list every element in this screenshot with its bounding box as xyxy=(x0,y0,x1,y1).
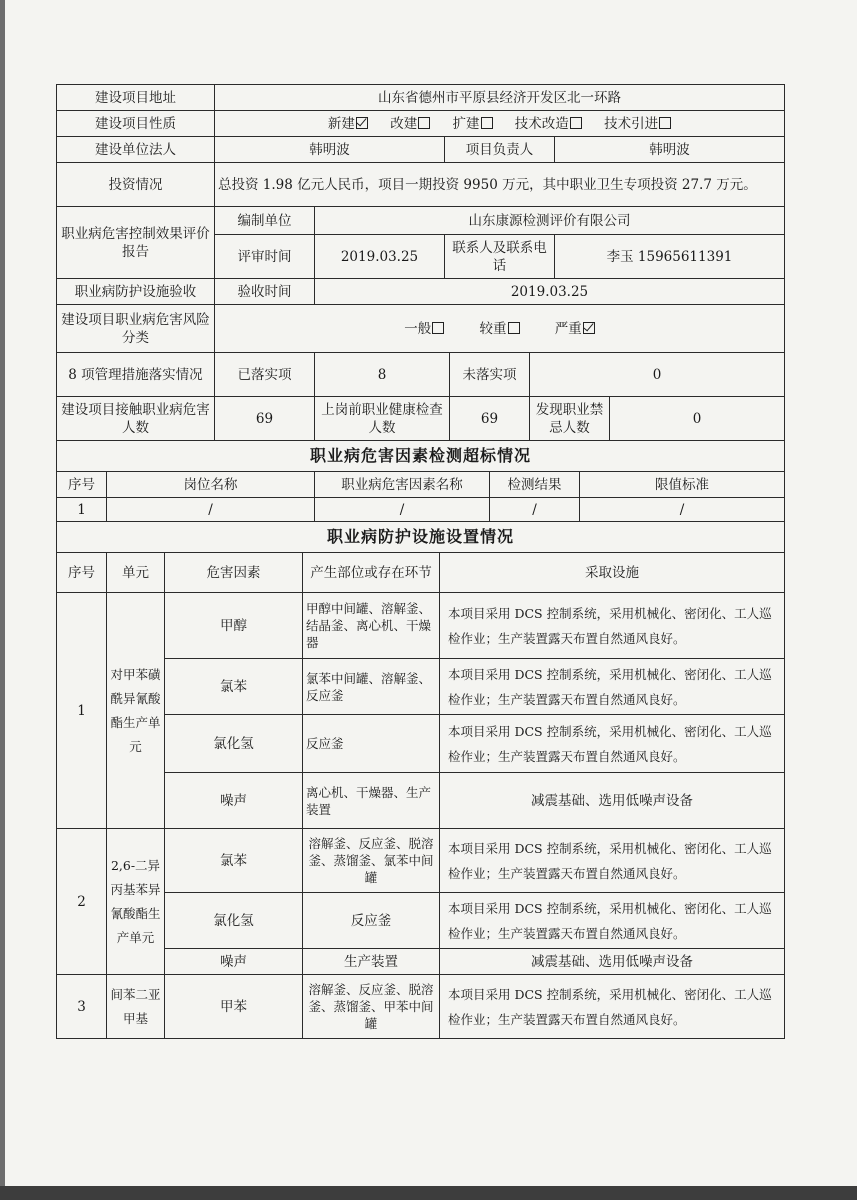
exceed-header-limit: 限值标准 xyxy=(580,472,785,498)
facility-row xyxy=(57,829,785,893)
facility-measure: 本项目采用 DCS 控制系统，采用机械化、密闭化、工人巡检作业；生产装置露天布置自然通风良好。 xyxy=(440,715,785,773)
risk-options xyxy=(215,305,785,353)
group-unit: 对甲苯磺酰异氰酸酯生产单元 xyxy=(107,593,165,829)
hazard-factor: 甲苯 xyxy=(165,975,303,1039)
exceed-cell-limit: / xyxy=(580,498,785,522)
nature-options xyxy=(215,111,785,137)
facility-row xyxy=(57,593,785,659)
exceed-cell-factor: / xyxy=(315,498,490,522)
contraindication-label: 发现职业禁忌人数 xyxy=(530,397,610,441)
exposed-value: 69 xyxy=(215,397,315,441)
facility-measure: 减震基础、选用低噪声设备 xyxy=(440,949,785,975)
headcount-table xyxy=(56,396,785,441)
exceed-header-post: 岗位名称 xyxy=(107,472,315,498)
prep-unit-label: 编制单位 xyxy=(215,207,315,235)
exceed-cell-post: / xyxy=(107,498,315,522)
exceed-data-row xyxy=(57,498,785,522)
review-time-value: 2019.03.25 xyxy=(315,235,445,279)
hazard-location: 离心机、干燥器、生产装置 xyxy=(303,773,440,829)
risk-row xyxy=(57,305,785,353)
facility-measure: 本项目采用 DCS 控制系统，采用机械化、密闭化、工人巡检作业；生产装置露天布置自然通风良好。 xyxy=(440,975,785,1039)
legal-rep-label: 建设单位法人 xyxy=(57,137,215,163)
facilities-title: 职业病防护设施设置情况 xyxy=(57,522,785,553)
facilities-title-row xyxy=(57,522,785,553)
nature-option-rebuild: 改建 xyxy=(390,116,430,132)
eval-report-label: 职业病危害控制效果评价报告 xyxy=(57,207,215,279)
empty-box-icon xyxy=(508,322,520,334)
facility-measure: 本项目采用 DCS 控制系统，采用机械化、密闭化、工人巡检作业；生产装置露天布置自然通风良好。 xyxy=(440,893,785,949)
empty-box-icon xyxy=(570,117,582,129)
exceed-header-result: 检测结果 xyxy=(490,472,580,498)
scan-edge-left xyxy=(0,0,5,1200)
checked-box-icon xyxy=(356,117,368,129)
facilities-header-no: 序号 xyxy=(57,553,107,593)
implemented-label: 已落实项 xyxy=(215,353,315,397)
contact-label: 联系人及联系电话 xyxy=(445,235,555,279)
exceed-title: 职业病危害因素检测超标情况 xyxy=(57,441,785,472)
facilities-header-unit: 单元 xyxy=(107,553,165,593)
hazard-factor: 噪声 xyxy=(165,949,303,975)
legal-rep-row xyxy=(57,137,785,163)
investment-row xyxy=(57,163,785,207)
exceed-cell-result: / xyxy=(490,498,580,522)
acceptance-time-label: 验收时间 xyxy=(215,279,315,305)
project-info-table xyxy=(56,84,785,353)
address-label: 建设项目地址 xyxy=(57,85,215,111)
facility-measure: 本项目采用 DCS 控制系统，采用机械化、密闭化、工人巡检作业；生产装置露天布置自然通风良好。 xyxy=(440,659,785,715)
exposed-label: 建设项目接触职业病危害人数 xyxy=(57,397,215,441)
legal-rep-value: 韩明波 xyxy=(215,137,445,163)
group-unit: 间苯二亚甲基 xyxy=(107,975,165,1039)
prep-unit-row xyxy=(57,207,785,235)
acceptance-row xyxy=(57,279,785,305)
facility-measure: 减震基础、选用低噪声设备 xyxy=(440,773,785,829)
nature-row xyxy=(57,111,785,137)
facility-row xyxy=(57,975,785,1039)
measures-label: 8 项管理措施落实情况 xyxy=(57,353,215,397)
group-no: 2 xyxy=(57,829,107,975)
hazard-location: 反应釜 xyxy=(303,893,440,949)
unimplemented-label: 未落实项 xyxy=(450,353,530,397)
pre-job-label: 上岗前职业健康检查人数 xyxy=(315,397,450,441)
exceed-cell-no: 1 xyxy=(57,498,107,522)
address-row xyxy=(57,85,785,111)
nature-option-import: 技术引进 xyxy=(604,116,671,132)
empty-box-icon xyxy=(418,117,430,129)
checked-box-icon xyxy=(583,322,595,334)
hazard-factor: 噪声 xyxy=(165,773,303,829)
acceptance-label: 职业病防护设施验收 xyxy=(57,279,215,305)
address-value: 山东省德州市平原县经济开发区北一环路 xyxy=(215,85,785,111)
acceptance-time-value: 2019.03.25 xyxy=(315,279,785,305)
exceed-title-row xyxy=(57,441,785,472)
investment-value: 总投资 1.98 亿元人民币，项目一期投资 9950 万元，其中职业卫生专项投资 27.7 万元。 xyxy=(215,163,785,207)
facility-row xyxy=(57,773,785,829)
facility-row xyxy=(57,893,785,949)
document-sheet xyxy=(56,84,784,1039)
empty-box-icon xyxy=(481,117,493,129)
empty-box-icon xyxy=(432,322,444,334)
exceed-table xyxy=(56,440,785,522)
risk-option-general: 一般 xyxy=(404,321,444,337)
implemented-value: 8 xyxy=(315,353,450,397)
hazard-location: 氯苯中间罐、溶解釜、反应釜 xyxy=(303,659,440,715)
investment-label: 投资情况 xyxy=(57,163,215,207)
hazard-location: 溶解釜、反应釜、脱溶釜、蒸馏釜、氯苯中间罐 xyxy=(303,829,440,893)
risk-option-severe: 严重 xyxy=(555,321,595,337)
group-unit: 2,6-二异丙基苯异氰酸酯生产单元 xyxy=(107,829,165,975)
empty-box-icon xyxy=(659,117,671,129)
facility-row xyxy=(57,949,785,975)
measures-row xyxy=(57,353,785,397)
prep-unit-value: 山东康源检测评价有限公司 xyxy=(315,207,785,235)
hazard-factor: 氯苯 xyxy=(165,829,303,893)
contraindication-value: 0 xyxy=(610,397,785,441)
hazard-location: 甲醇中间罐、溶解釜、结晶釜、离心机、干燥器 xyxy=(303,593,440,659)
hazard-factor: 氯苯 xyxy=(165,659,303,715)
nature-option-upgrade: 技术改造 xyxy=(515,116,582,132)
risk-option-moderate: 较重 xyxy=(480,321,520,337)
project-lead-value: 韩明波 xyxy=(555,137,785,163)
hazard-location: 生产装置 xyxy=(303,949,440,975)
facilities-header-row xyxy=(57,553,785,593)
exceed-header-no: 序号 xyxy=(57,472,107,498)
unimplemented-value: 0 xyxy=(530,353,785,397)
nature-label: 建设项目性质 xyxy=(57,111,215,137)
facilities-table xyxy=(56,521,785,1039)
facility-measure: 本项目采用 DCS 控制系统，采用机械化、密闭化、工人巡检作业；生产装置露天布置自然通风良好。 xyxy=(440,829,785,893)
nature-option-expand: 扩建 xyxy=(453,116,493,132)
group-no: 3 xyxy=(57,975,107,1039)
nature-option-new: 新建 xyxy=(328,116,368,132)
hazard-factor: 氯化氢 xyxy=(165,893,303,949)
exceed-header-factor: 职业病危害因素名称 xyxy=(315,472,490,498)
hazard-factor: 甲醇 xyxy=(165,593,303,659)
facility-measure: 本项目采用 DCS 控制系统，采用机械化、密闭化、工人巡检作业；生产装置露天布置自然通风良好。 xyxy=(440,593,785,659)
hazard-factor: 氯化氢 xyxy=(165,715,303,773)
facilities-header-measure: 采取设施 xyxy=(440,553,785,593)
facilities-header-factor: 危害因素 xyxy=(165,553,303,593)
facility-row xyxy=(57,659,785,715)
scan-edge-bottom xyxy=(0,1186,857,1200)
project-lead-label: 项目负责人 xyxy=(445,137,555,163)
exceed-header-row xyxy=(57,472,785,498)
contact-value: 李玉 15965611391 xyxy=(555,235,785,279)
hazard-location: 溶解釜、反应釜、脱溶釜、蒸馏釜、甲苯中间罐 xyxy=(303,975,440,1039)
pre-job-value: 69 xyxy=(450,397,530,441)
risk-label: 建设项目职业病危害风险分类 xyxy=(57,305,215,353)
facility-row xyxy=(57,715,785,773)
group-no: 1 xyxy=(57,593,107,829)
hazard-location: 反应釜 xyxy=(303,715,440,773)
review-time-label: 评审时间 xyxy=(215,235,315,279)
headcount-row xyxy=(57,397,785,441)
facilities-header-location: 产生部位或存在环节 xyxy=(303,553,440,593)
measures-table xyxy=(56,352,785,397)
